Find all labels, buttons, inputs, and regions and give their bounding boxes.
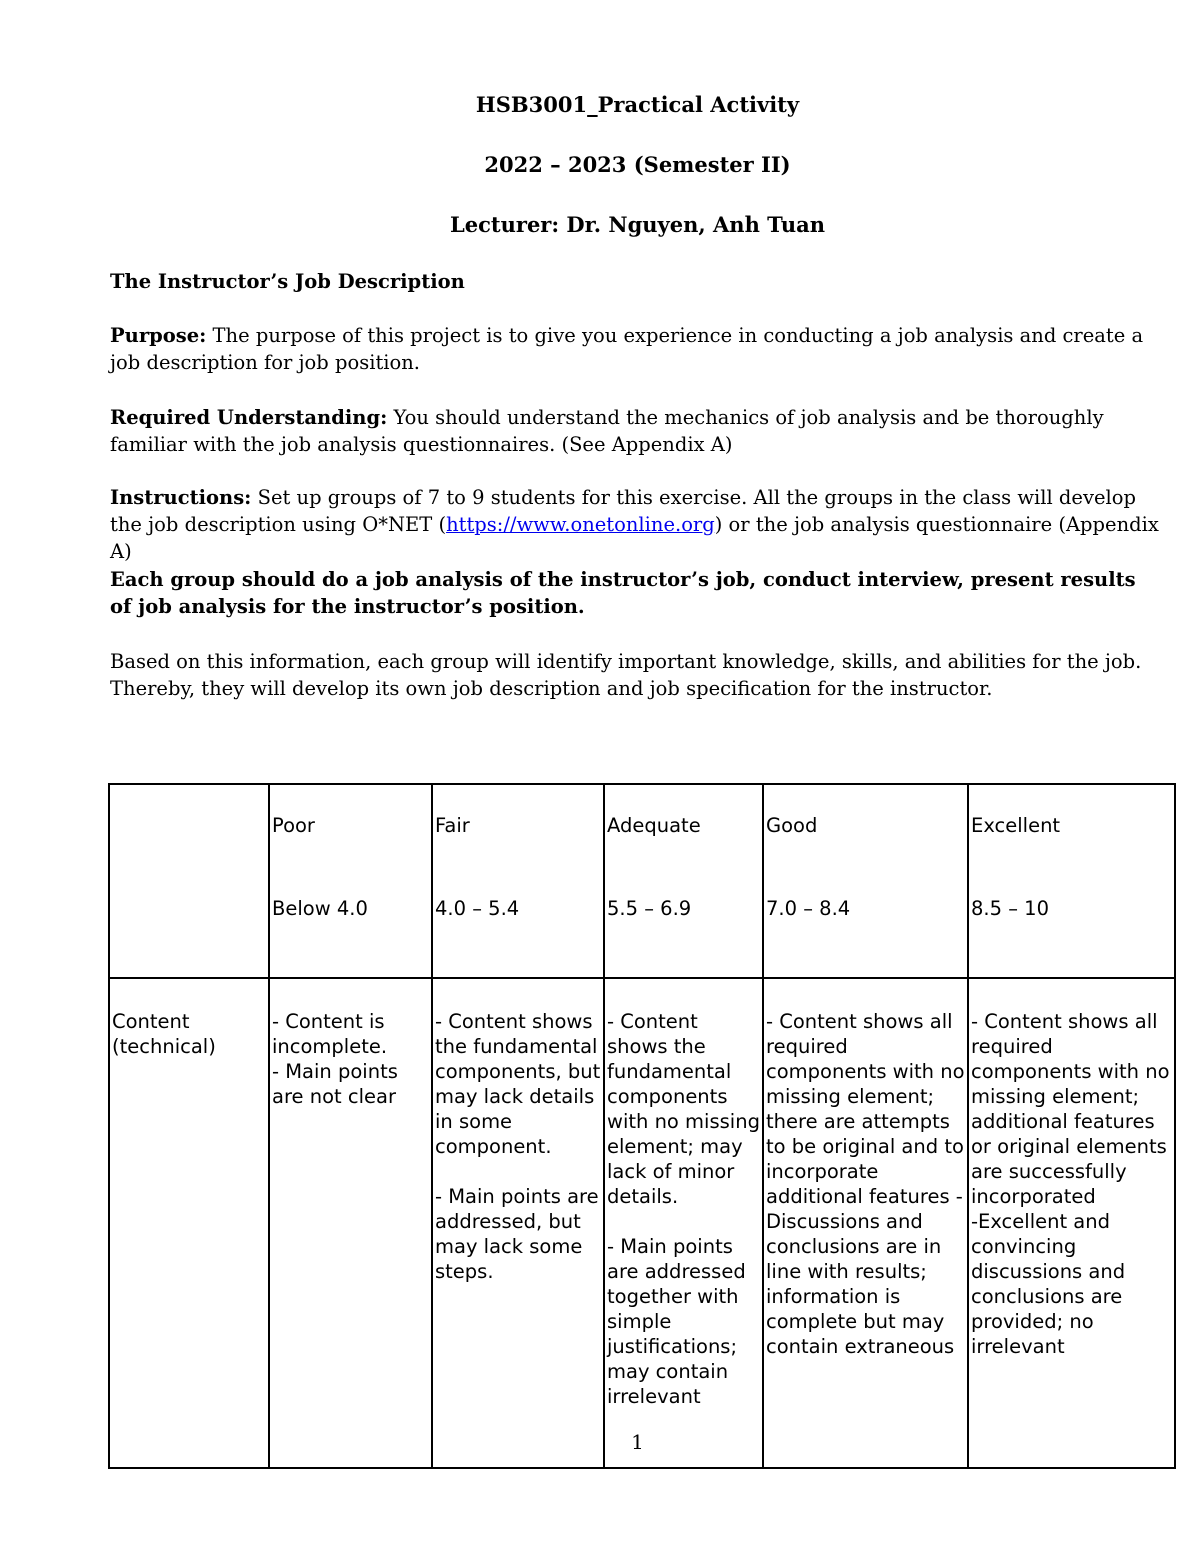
criterion-label-cell — [109, 978, 269, 1468]
level-range: 5.5 – 6.9 — [607, 897, 692, 920]
level-name: Excellent — [971, 814, 1061, 837]
level-name: Poor — [272, 814, 315, 837]
poor-point: - Main points are not clear — [272, 1060, 398, 1108]
level-excellent-cell — [968, 784, 1175, 978]
excellent-point: - Content shows all required components with no missing element; additional features or original elements are successfully incorporated — [971, 1010, 1170, 1208]
excellent-point: -Excellent and convincing discussions and conclusions are provided; no irrelevant — [971, 1210, 1126, 1358]
criterion-label: Content (technical) — [112, 1010, 216, 1058]
adequate-description-cell — [604, 978, 763, 1468]
level-name: Good — [766, 814, 818, 837]
level-adequate-cell — [604, 784, 763, 978]
fair-description-cell — [432, 978, 604, 1468]
group-task-paragraph: Each group should do a job analysis of the instructor’s job, conduct interview, present results of job analysis for the instructor’s position. — [110, 568, 1136, 618]
onet-link[interactable]: https://www.onetonline.org — [446, 513, 715, 536]
level-name: Fair — [435, 814, 470, 837]
purpose-label: Purpose: — [110, 324, 207, 347]
poor-description-cell — [269, 978, 432, 1468]
rubric-content-row — [109, 978, 1175, 1468]
instructions-paragraph — [110, 484, 1160, 565]
term-title: 2022 – 2023 (Semester II) — [484, 152, 791, 177]
adequate-point: - Main points are addressed together with simple justifications; may contain irrelevant — [607, 1235, 746, 1408]
required-text: You should understand the mechanics of job analysis and be thoroughly familiar with the job analysis questionnaires. (See Appendix A) — [110, 406, 1104, 456]
lecturer-title: Lecturer: Dr. Nguyen, Anh Tuan — [450, 212, 825, 237]
course-title: HSB3001_Practical Activity — [475, 92, 800, 117]
good-description-cell — [763, 978, 968, 1468]
level-range: 8.5 – 10 — [971, 897, 1049, 920]
level-good-cell — [763, 784, 968, 978]
based-paragraph: Based on this information, each group will identify important knowledge, skills, and abilities for the job. Thereby, they will develop its own job description and job specification for the instructor. — [110, 650, 1142, 700]
good-point: - Content shows all required components with no missing element; there are attempts to be original and to incorporate additional features - Discussions and conclusions are in line with results; information is complete but may contain extraneous — [766, 1010, 965, 1358]
instructions-text-1: Set up groups of 7 to 9 students for this exercise. All the groups in the class will develop the job description using O*NET ( — [110, 486, 1136, 536]
instructions-label: Instructions: — [110, 486, 252, 509]
rubric-corner-cell — [109, 784, 269, 978]
required-label: Required Understanding: — [110, 406, 388, 429]
level-poor-cell — [269, 784, 432, 978]
level-range: Below 4.0 — [272, 897, 368, 920]
adequate-point: - Content shows the fundamental components with no missing element; may lack of minor details. — [607, 1010, 760, 1208]
fair-point: - Content shows the fundamental components, but may lack details in some component. — [435, 1010, 601, 1158]
level-range: 7.0 – 8.4 — [766, 897, 851, 920]
level-name: Adequate — [607, 814, 701, 837]
purpose-text: The purpose of this project is to give you experience in conducting a job analysis and create a job description for job position. — [110, 324, 1144, 374]
rubric-table — [108, 783, 1176, 1469]
excellent-description-cell — [968, 978, 1175, 1468]
page-number: 1 — [631, 1430, 644, 1454]
required-understanding-paragraph — [110, 404, 1160, 458]
section-heading: The Instructor’s Job Description — [110, 270, 465, 293]
poor-point: - Content is incomplete. — [272, 1010, 388, 1058]
fair-point: - Main points are addressed, but may lack some steps. — [435, 1185, 599, 1283]
purpose-paragraph — [110, 322, 1160, 376]
level-range: 4.0 – 5.4 — [435, 897, 520, 920]
instructions-text-2: ) or the job analysis questionnaire (Appendix A) — [110, 513, 1159, 563]
level-fair-cell — [432, 784, 604, 978]
rubric-header-row — [109, 784, 1175, 978]
